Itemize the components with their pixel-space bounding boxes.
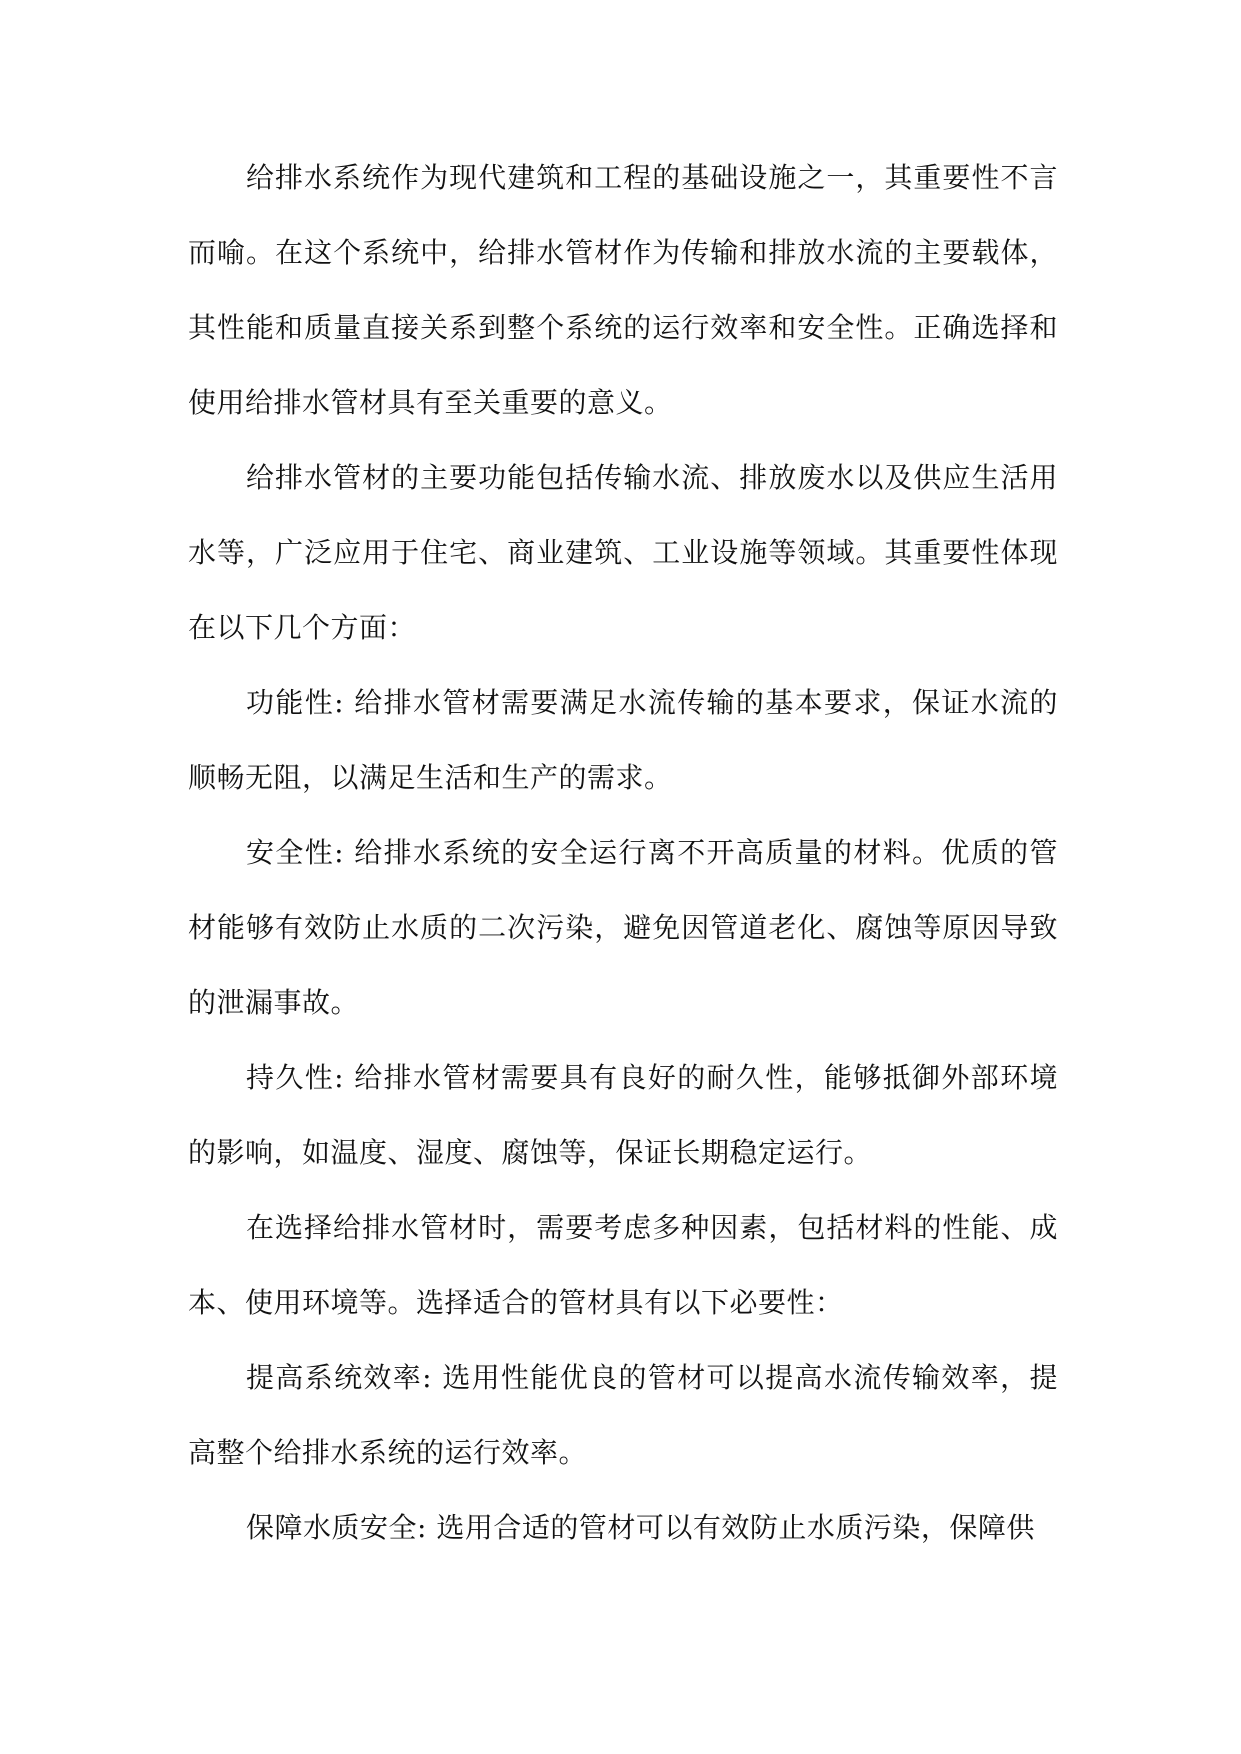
paragraph-functionality: 功能性: 给排水管材需要满足水流传输的基本要求，保证水流的顺畅无阻，以满足生活和生产的需求。 xyxy=(188,686,1058,794)
paragraph-selection: 在选择给排水管材时，需要考虑多种因素，包括材料的性能、成本、使用环境等。选择适合的管材具有以下必要性： xyxy=(188,1211,1058,1319)
paragraph-water-quality: 保障水质安全: 选用合适的管材可以有效防止水质污染，保障供 xyxy=(246,1511,1035,1544)
paragraph-functions: 给排水管材的主要功能包括传输水流、排放废水以及供应生活用水等，广泛应用于住宅、商业建筑、工业设施等领域。其重要性体现在以下几个方面： xyxy=(188,461,1058,644)
paragraph-safety: 安全性: 给排水系统的安全运行离不开高质量的材料。优质的管材能够有效防止水质的二次污染，避免因管道老化、腐蚀等原因导致的泄漏事故。 xyxy=(188,836,1058,1019)
paragraph-intro: 给排水系统作为现代建筑和工程的基础设施之一，其重要性不言而喻。在这个系统中，给排水管材作为传输和排放水流的主要载体，其性能和质量直接关系到整个系统的运行效率和安全性。正确选择和使用给排水管材具有至关重要的意义。 xyxy=(188,161,1058,419)
document-body xyxy=(188,140,1058,1565)
paragraph-durability: 持久性: 给排水管材需要具有良好的耐久性，能够抵御外部环境的影响，如温度、湿度、腐蚀等，保证长期稳定运行。 xyxy=(188,1061,1058,1169)
paragraph-efficiency: 提高系统效率: 选用性能优良的管材可以提高水流传输效率，提高整个给排水系统的运行效率。 xyxy=(188,1361,1058,1469)
